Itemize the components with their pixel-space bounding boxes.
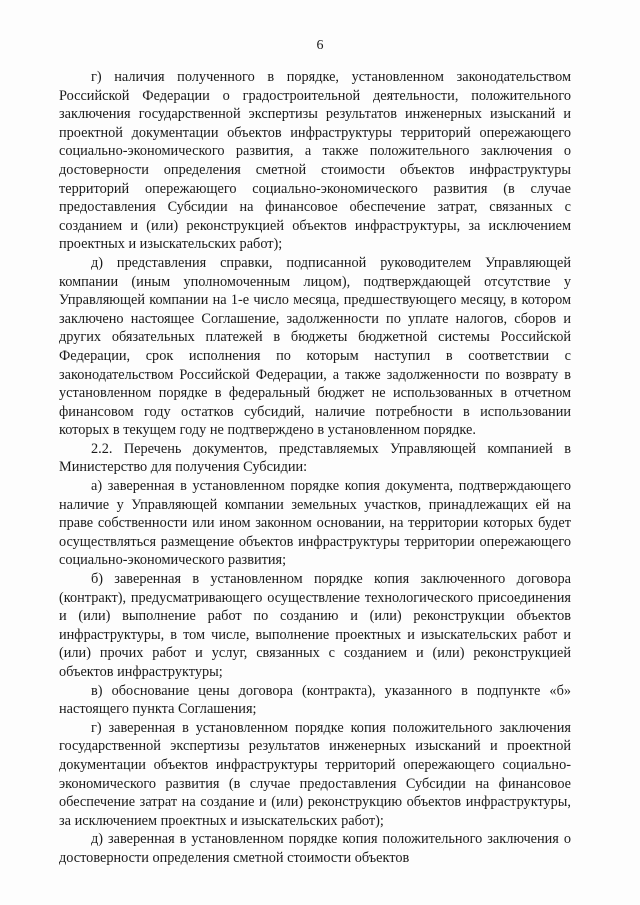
paragraph-d-certificate: д) представления справки, подписанной руководителем Управляющей компании (иным уполномоченным лицом), подтверждающей отсутствие у Управляющей компании на 1-е число месяца, предшествующего месяцу, в котором заключено настоящее Соглашение, задолженности по уплате налогов, сборов и других обязательных платежей в бюджеты бюджетной системы Российской Федерации, срок исполнения по которым наступил в соответствии с законодательством Российской Федерации, а также задолженности по возврату в установленном порядке в федеральный бюджет не использованных в отчетном финансовом году остатков субсидий, наличие потребности в использовании которых в текущем году не подтверждено в установленном порядке.: [59, 254, 571, 439]
paragraph-g-conclusions: г) наличия полученного в порядке, установленном законодательством Российской Федерации о градостроительной деятельности, положительного заключения государственной экспертизы результатов инженерных изысканий и проектной документации объектов инфраструктуры территорий опережающего социально-экономического развития, а также положительного заключения о достоверности определения сметной стоимости объектов инфраструктуры территорий опережающего социально-экономического развития (в случае предоставления Субсидии на финансовое обеспечение затрат, связанных с созданием и (или) реконструкцией объектов инфраструктуры, за исключением проектных и изыскательских работ);: [59, 69, 571, 253]
paragraph-d-cost-conclusion: д) заверенная в установленном порядке копия положительного заключения о достоверности определения сметной стоимости объектов: [59, 831, 571, 866]
page-number: 6: [316, 38, 324, 53]
paragraph-b-contract-copy: б) заверенная в установленном порядке копия заключенного договора (контракт), предусматривающего осуществление технологического присоединения и (или) выполнение работ по созданию и (или) реконструкции объектов инфраструктуры, в том числе, выполнение проектных и изыскательских работ и (или) прочих работ и услуг, связанных с созданием и (или) реконструкцией объектов инфраструктуры;: [59, 571, 571, 680]
paragraph-g-expertise-copy: г) заверенная в установленном порядке копия положительного заключения государственной экспертизы результатов инженерных изысканий и проектной документации объектов инфраструктуры территорий опережающего социально-экономического развития (в случае предоставления Субсидии на финансовое обеспечение затрат на создание и (или) реконструкцию объектов инфраструктуры, за исключением проектных и изыскательских работ);: [59, 719, 571, 829]
paragraph-2-2-document-list: 2.2. Перечень документов, представляемых Управляющей компанией в Министерство для получения Субсидии:: [59, 440, 571, 476]
paragraph-a-land-document: а) заверенная в установленном порядке копия документа, подтверждающего наличие у Управляющей компании земельных участков, принадлежащих ей на праве собственности или ином законном основании, на территории которых будет осуществляться размещение объектов инфраструктуры территории опережающего социально-экономического развития;: [59, 478, 571, 569]
paragraph-v-price-justification: в) обоснование цены договора (контракта), указанного в подпункте «б» настоящего пункта Соглашения;: [59, 682, 571, 718]
document-body: [59, 68, 571, 868]
